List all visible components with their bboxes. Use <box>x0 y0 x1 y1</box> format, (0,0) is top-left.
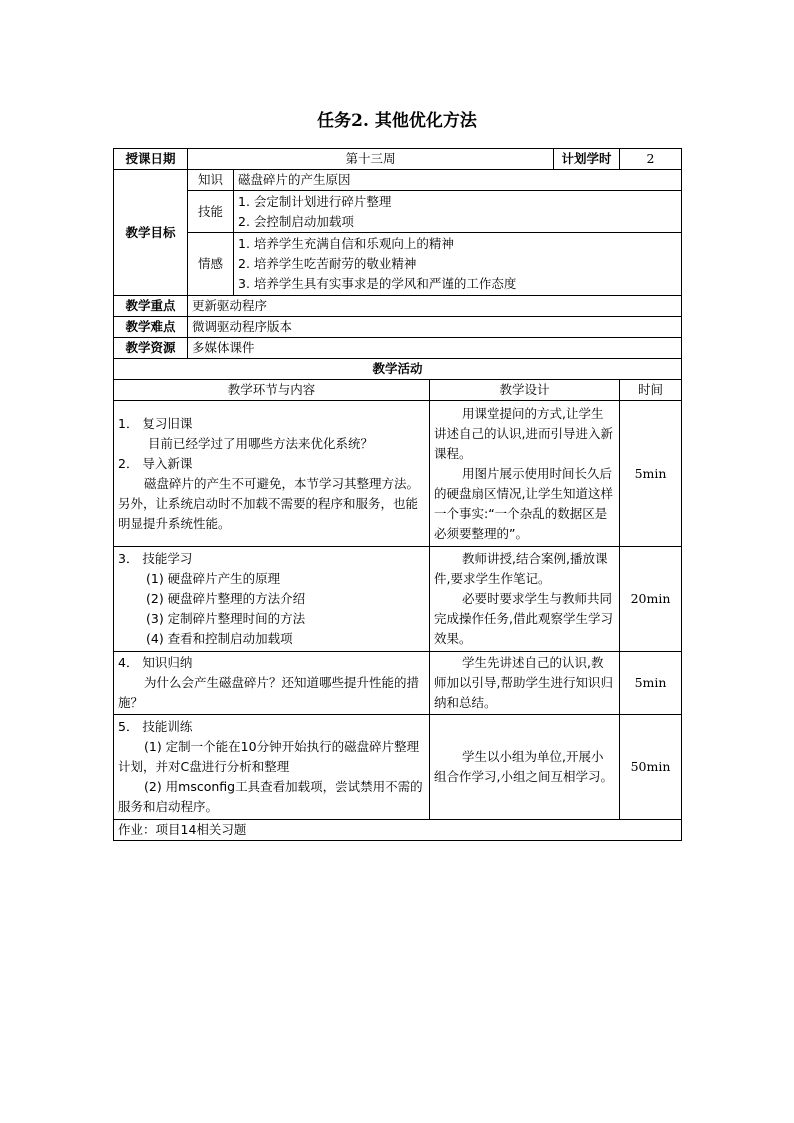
activity-design <box>430 547 620 652</box>
activity-text: (1) 定制一个能在10分钟开始执行的磁盘碎片整理计划，并对C盘进行分析和整理 <box>118 739 420 774</box>
activity-row <box>114 652 682 715</box>
activity-text: (1) 硬盘碎片产生的原理 <box>146 571 281 586</box>
activity-time: 50min <box>620 715 682 820</box>
hours-label: 计划学时 <box>554 149 620 170</box>
design-text: 学生先讲述自己的认识,教师加以引导,帮助学生进行知识归纳和总结。 <box>434 655 613 710</box>
emotion-item: 2. 培养学生吃苦耐劳的敬业精神 <box>238 256 417 271</box>
design-text: 教师讲授,结合案例,播放课件,要求学生作笔记。 <box>434 551 608 586</box>
activity-content <box>114 401 430 547</box>
difficulty-row <box>114 317 682 338</box>
activity-time: 20min <box>620 547 682 652</box>
design-text: 学生以小组为单位,开展小组合作学习,小组之间互相学习。 <box>434 749 613 784</box>
date-label: 授课日期 <box>114 149 188 170</box>
difficulty-label: 教学难点 <box>114 317 188 338</box>
activity-content <box>114 652 430 715</box>
emotion-item: 1. 培养学生充满自信和乐观向上的精神 <box>238 236 454 251</box>
difficulty-value: 微调驱动程序版本 <box>188 317 682 338</box>
activity-heading: 4． 知识归纳 <box>118 655 193 670</box>
skill-list <box>234 191 682 233</box>
objective-emotion-row <box>114 233 682 296</box>
activities-header-row <box>114 380 682 401</box>
column-header-design: 教学设计 <box>430 380 620 401</box>
key-point-row <box>114 296 682 317</box>
activity-heading: 5． 技能训练 <box>118 719 193 734</box>
knowledge-value: 磁盘碎片的产生原因 <box>234 170 682 191</box>
activity-text: (4) 查看和控制启动加载项 <box>146 631 293 646</box>
date-value: 第十三周 <box>188 149 554 170</box>
activity-design <box>430 715 620 820</box>
homework-row <box>114 820 682 841</box>
activities-title: 教学活动 <box>114 359 682 380</box>
activity-text: (3) 定制碎片整理时间的方法 <box>146 611 306 626</box>
activity-text: (2) 硬盘碎片整理的方法介绍 <box>146 591 306 606</box>
column-header-content: 教学环节与内容 <box>114 380 430 401</box>
header-row <box>114 149 682 170</box>
activity-row <box>114 715 682 820</box>
activity-text: (2) 用msconfig工具查看加载项，尝试禁用不需的服务和启动程序。 <box>118 779 423 814</box>
page-title: 任务2. 其他优化方法 <box>317 111 477 131</box>
design-text: 必要时要求学生与教师共同完成操作任务,借此观察学生学习效果。 <box>434 591 613 646</box>
skill-item: 2. 会控制启动加载项 <box>238 213 354 229</box>
resources-value: 多媒体课件 <box>188 338 682 359</box>
activity-text: 磁盘碎片的产生不可避免，本节学习其整理方法。另外，让系统启动时不加载不需要的程序和服务，也能明显提升系统性能。 <box>118 475 420 531</box>
key-point-label: 教学重点 <box>114 296 188 317</box>
activity-row <box>114 401 682 547</box>
skill-label: 技能 <box>188 191 234 233</box>
activity-time: 5min <box>620 652 682 715</box>
resources-label: 教学资源 <box>114 338 188 359</box>
key-point-value: 更新驱动程序 <box>188 296 682 317</box>
activity-row <box>114 547 682 652</box>
design-text: 用图片展示使用时间长久后的硬盘扇区情况,让学生知道这样一个事实:“一个杂乱的数据区是必须要整理的”。 <box>434 465 613 541</box>
activity-text: 目前已经学过了用哪些方法来优化系统？ <box>148 435 374 451</box>
activity-time: 5min <box>620 401 682 547</box>
design-text: 用课堂提问的方式,让学生讲述自己的认识,进而引导进入新课程。 <box>434 405 613 461</box>
resources-row <box>114 338 682 359</box>
lesson-plan-table <box>113 148 682 841</box>
column-header-time: 时间 <box>620 380 682 401</box>
activity-text: 为什么会产生磁盘碎片？还知道哪些提升性能的措施？ <box>118 675 420 710</box>
emotion-label: 情感 <box>188 233 234 296</box>
activity-heading: 2． 导入新课 <box>118 455 193 471</box>
activity-heading: 3． 技能学习 <box>118 551 193 566</box>
knowledge-label: 知识 <box>188 170 234 191</box>
objective-knowledge-row <box>114 170 682 191</box>
activity-heading: 1． 复习旧课 <box>118 415 193 431</box>
emotion-list <box>234 233 682 296</box>
activity-design <box>430 401 620 547</box>
objective-skill-row <box>114 191 682 233</box>
objectives-label: 教学目标 <box>114 170 188 296</box>
activities-title-row <box>114 359 682 380</box>
homework-text: 作业：项目14相关习题 <box>114 820 682 841</box>
activity-content <box>114 547 430 652</box>
activity-content <box>114 715 430 820</box>
skill-item: 1. 会定制计划进行碎片整理 <box>238 193 392 209</box>
emotion-item: 3. 培养学生具有实事求是的学风和严谨的工作态度 <box>238 276 517 291</box>
hours-value: 2 <box>620 149 682 170</box>
activity-design <box>430 652 620 715</box>
